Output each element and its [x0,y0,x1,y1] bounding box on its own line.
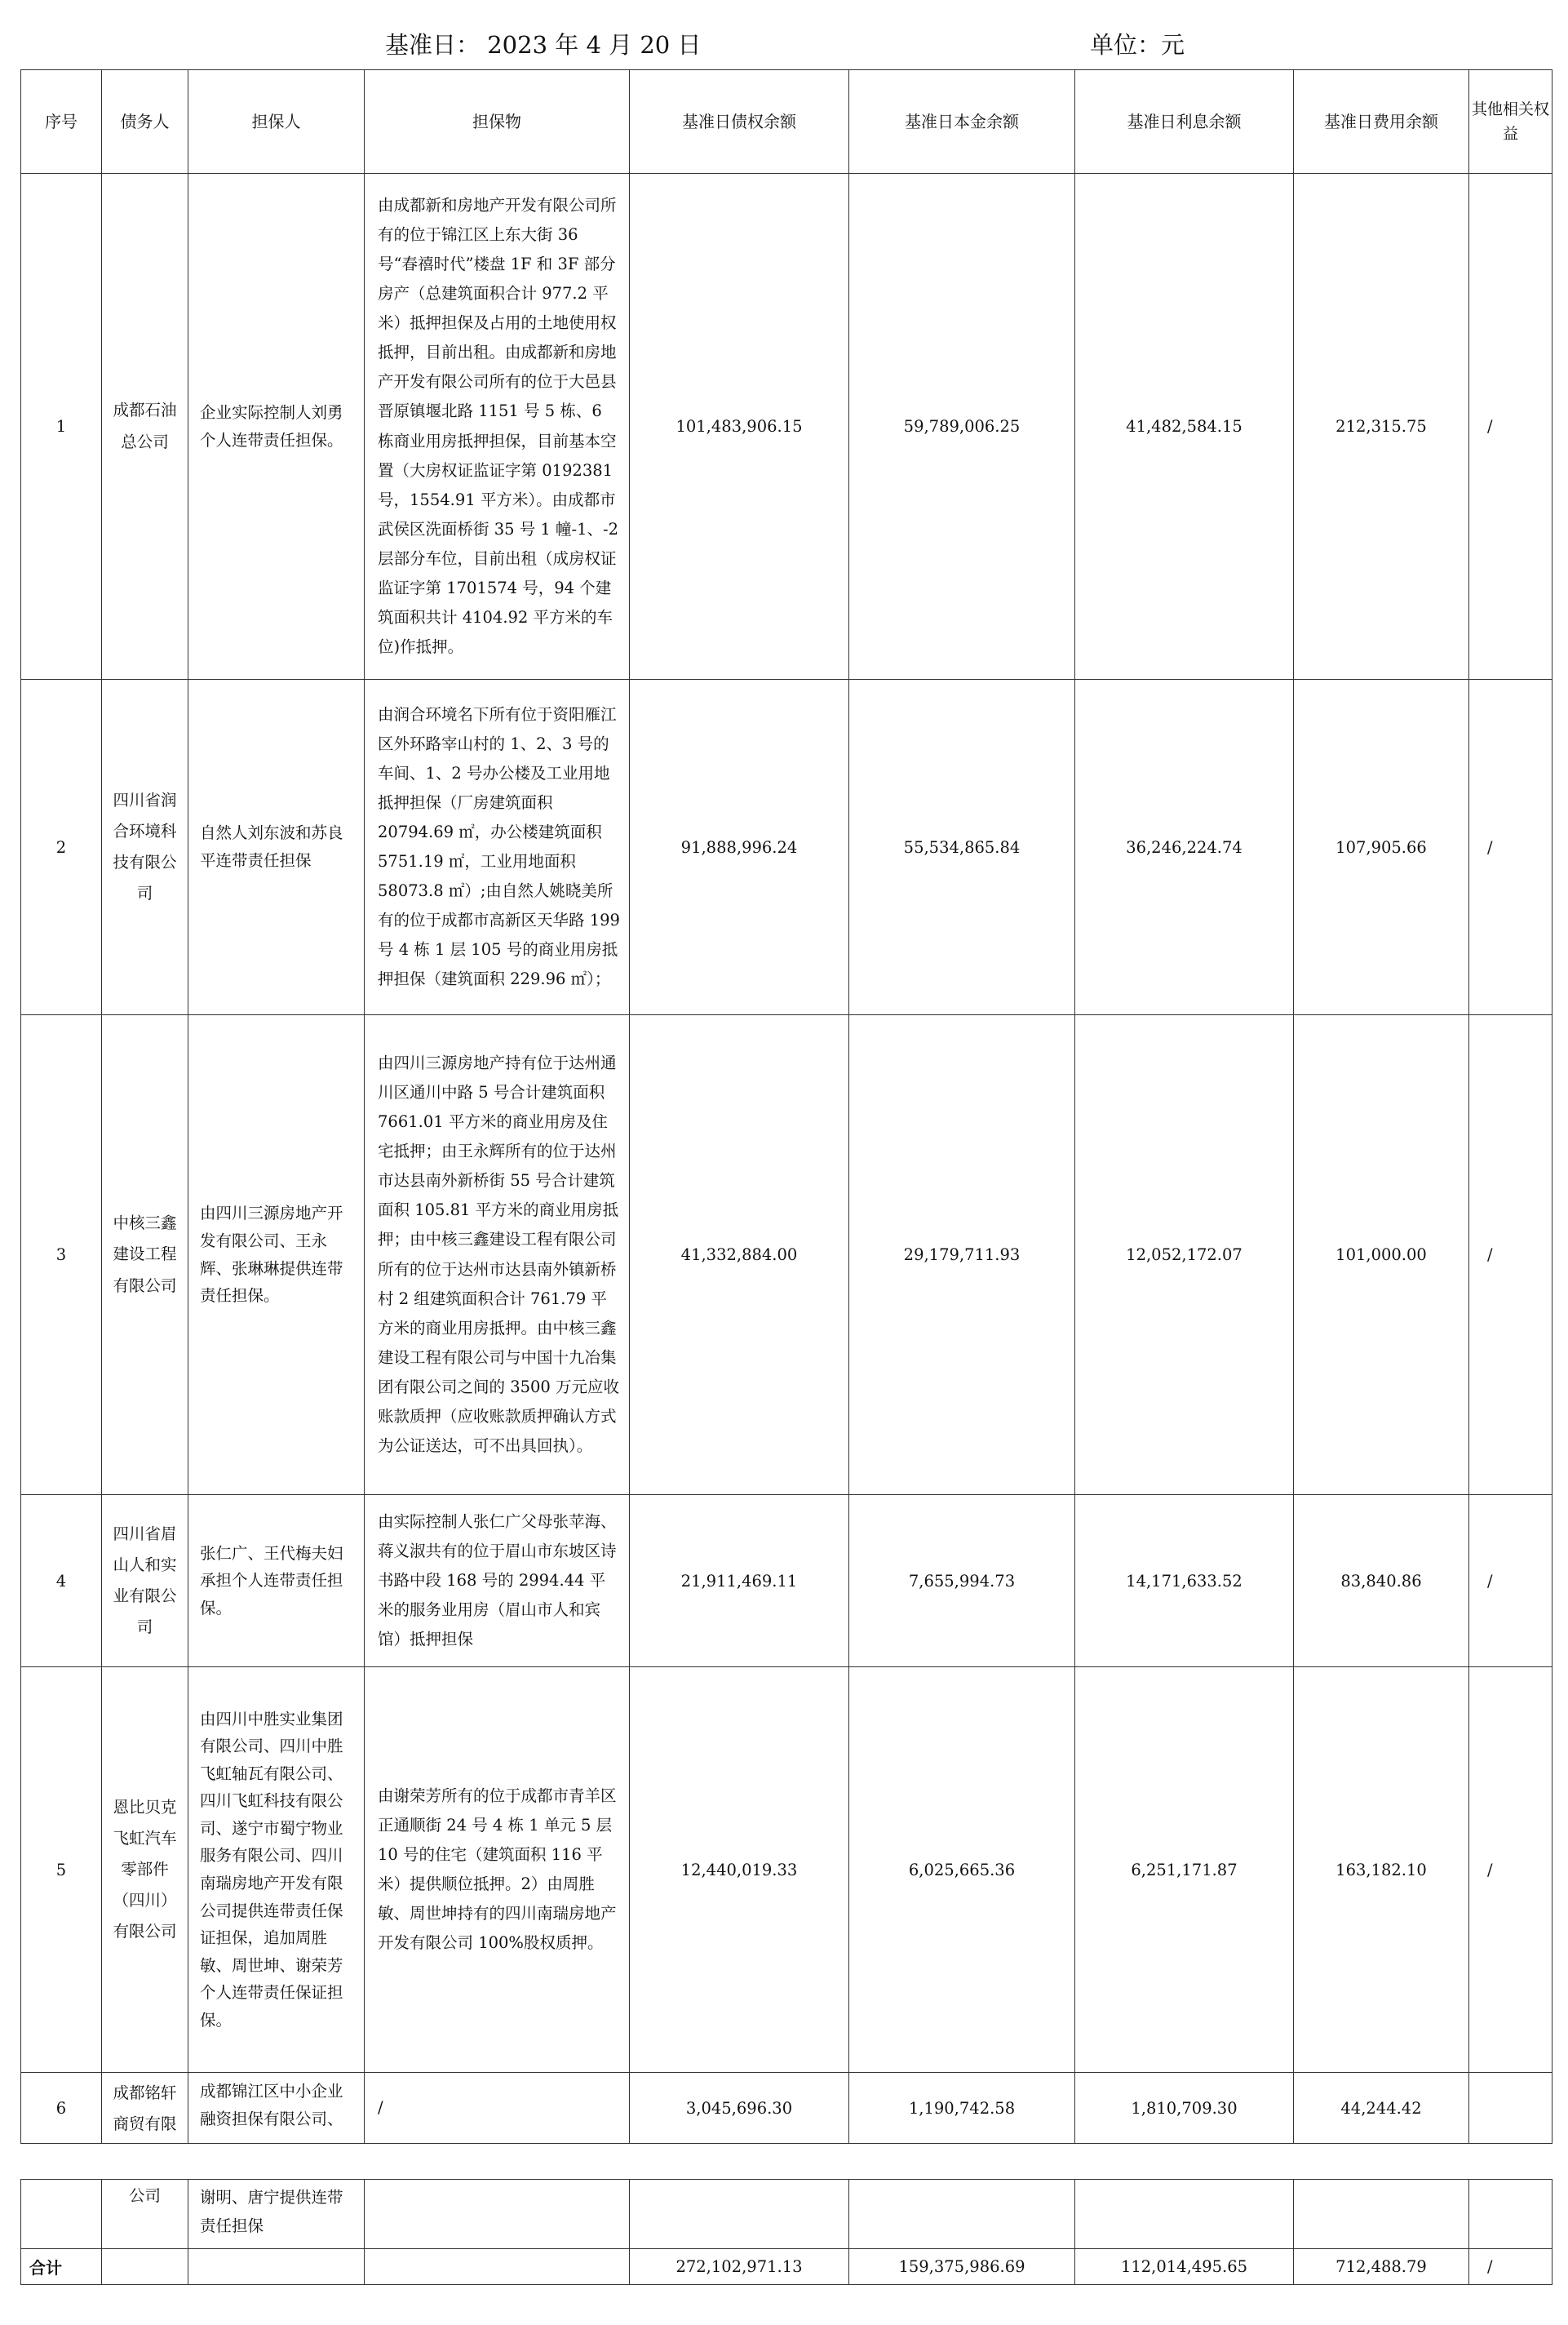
row-number: 4 [21,1495,102,1667]
claim-balance: 91,888,996.24 [630,680,849,1015]
principal-balance: 55,534,865.84 [849,680,1075,1015]
collateral-cell: 由实际控制人张仁广父母张苹海、蒋义淑共有的位于眉山市东坡区诗书路中段 168 号的 2994.44 平米的服务业用房（眉山市人和宾馆）抵押担保 [365,1495,630,1667]
debtor-cell: 四川省眉山人和实业有限公司 [102,1495,188,1667]
interest-balance: 6,251,171.87 [1075,1667,1294,2073]
other-rights: / [1469,680,1552,1015]
principal-balance: 1,190,742.58 [849,2073,1075,2144]
other-rights: / [1469,1495,1552,1667]
total-interest: 112,014,495.65 [1075,2249,1294,2285]
collateral-cell [365,2180,630,2249]
interest-balance: 36,246,224.74 [1075,680,1294,1015]
claim-balance: 41,332,884.00 [630,1015,849,1495]
interest-balance: 1,810,709.30 [1075,2073,1294,2144]
debtor-cell: 中核三鑫建设工程有限公司 [102,1015,188,1495]
table-row [21,2073,1552,2144]
guarantor-cell: 张仁广、王代梅夫妇承担个人连带责任担保。 [188,1495,365,1667]
column-header: 基准日费用余额 [1294,70,1469,174]
collateral-cell: / [365,2073,630,2144]
column-header: 担保人 [188,70,365,174]
row-number [21,2180,102,2249]
principal-balance [849,2180,1075,2249]
total-principal: 159,375,986.69 [849,2249,1075,2285]
interest-balance: 12,052,172.07 [1075,1015,1294,1495]
unit-line: 单位：元 [1090,31,1185,59]
column-header: 担保物 [365,70,630,174]
debtor-cell: 四川省润合环境科技有限公司 [102,680,188,1015]
column-header: 基准日债权余额 [630,70,849,174]
guarantor-cell: 成都锦江区中小企业融资担保有限公司、 [188,2073,365,2144]
debt-table-continued [20,2179,1552,2285]
fee-balance: 212,315.75 [1294,174,1469,680]
fee-balance: 83,840.86 [1294,1495,1469,1667]
claim-balance: 21,911,469.11 [630,1495,849,1667]
principal-balance: 29,179,711.93 [849,1015,1075,1495]
other-rights: / [1469,1667,1552,2073]
total-claim: 272,102,971.13 [630,2249,849,2285]
other-rights [1469,2073,1552,2144]
interest-balance: 41,482,584.15 [1075,174,1294,680]
interest-balance [1075,2180,1294,2249]
guarantor-cell: 自然人刘东波和苏良平连带责任担保 [188,680,365,1015]
total-row [21,2249,1552,2285]
column-header: 债务人 [102,70,188,174]
table-row [21,680,1552,1015]
principal-balance: 59,789,006.25 [849,174,1075,680]
collateral-cell: 由润合环境名下所有位于资阳雁江区外环路宰山村的 1、2、3 号的车间、1、2 号办公楼及工业用地抵押担保（厂房建筑面积 20794.69 ㎡，办公楼建筑面积 5751.19 ㎡，工业用地面积 58073.8 ㎡）;由自然人姚晓美所有的位于成都市高新区天华路 199 号 4 栋 1 层 105 号的商业用房抵押担保（建筑面积 229.96 ㎡）； [365,680,630,1015]
row-number: 2 [21,680,102,1015]
claim-balance [630,2180,849,2249]
guarantor-cell: 由四川三源房地产开发有限公司、王永辉、张琳琳提供连带责任担保。 [188,1015,365,1495]
collateral-cell: 由四川三源房地产持有位于达州通川区通川中路 5 号合计建筑面积 7661.01 平方米的商业用房及住宅抵押；由王永辉所有的位于达州市达县南外新桥街 55 号合计建筑面积 105.81 平方米的商业用房抵押；由中核三鑫建设工程有限公司所有的位于达州市达县南外镇新桥村 2 组建筑面积合计 761.79 平方米的商业用房抵押。由中核三鑫建设工程有限公司与中国十九冶集团有限公司之间的 3500 万元应收账款质押（应收账款质押确认方式为公证送达，可不出具回执）。 [365,1015,630,1495]
fee-balance: 163,182.10 [1294,1667,1469,2073]
total-label: 合计 [21,2249,102,2285]
debtor-cell: 成都石油总公司 [102,174,188,680]
claim-balance: 12,440,019.33 [630,1667,849,2073]
table-row [21,1667,1552,2073]
column-header: 序号 [21,70,102,174]
other-rights: / [1469,174,1552,680]
interest-balance: 14,171,633.52 [1075,1495,1294,1667]
guarantor-cell: 企业实际控制人刘勇个人连带责任担保。 [188,174,365,680]
other-rights: / [1469,1015,1552,1495]
debt-table [20,69,1552,2144]
principal-balance: 7,655,994.73 [849,1495,1075,1667]
guarantor-cell [188,2249,365,2285]
claim-balance: 101,483,906.15 [630,174,849,680]
table-row [21,1015,1552,1495]
fee-balance: 44,244.42 [1294,2073,1469,2144]
fee-balance [1294,2180,1469,2249]
other-rights [1469,2180,1552,2249]
table-row [21,1495,1552,1667]
debtor-cell: 公司 [102,2180,188,2249]
collateral-cell: 由成都新和房地产开发有限公司所有的位于锦江区上东大街 36 号“春禧时代”楼盘 1F 和 3F 部分房产（总建筑面积合计 977.2 平米）抵押担保及占用的土地使用权抵押，目前出租。由成都新和房地产开发有限公司所有的位于大邑县晋原镇堰北路 1151 号 5 栋、6 栋商业用房抵押担保，目前基本空置（大房权证监证字第 0192381 号，1554.91 平方米）。由成都市武侯区洗面桥街 35 号 1 幢-1、-2 层部分车位，目前出租（成房权证监证字第 1701574 号，94 个建筑面积共计 4104.92 平方米的车位)作抵押。 [365,174,630,680]
fee-balance: 101,000.00 [1294,1015,1469,1495]
principal-balance: 6,025,665.36 [849,1667,1075,2073]
debtor-cell: 恩比贝克飞虹汽车零部件（四川）有限公司 [102,1667,188,2073]
column-header: 基准日本金余额 [849,70,1075,174]
collateral-cell: 由谢荣芳所有的位于成都市青羊区正通顺街 24 号 4 栋 1 单元 5 层 10 号的住宅（建筑面积 116 平米）提供顺位抵押。2）由周胜敏、周世坤持有的四川南瑞房地产开发有限公司 100%股权质押。 [365,1667,630,2073]
collateral-cell [365,2249,630,2285]
guarantor-cell: 由四川中胜实业集团有限公司、四川中胜飞虹轴瓦有限公司、四川飞虹科技有限公司、遂宁市蜀宁物业服务有限公司、四川南瑞房地产开发有限公司提供连带责任保证担保，追加周胜敏、周世坤、谢荣芳个人连带责任保证担保。 [188,1667,365,2073]
table-row [21,174,1552,680]
column-header: 基准日利息余额 [1075,70,1294,174]
total-other-rights: / [1469,2249,1552,2285]
table-header-row [21,70,1552,174]
row-number: 6 [21,2073,102,2144]
row-number: 5 [21,1667,102,2073]
column-header: 其他相关权益 [1469,70,1552,174]
guarantor-cell: 谢明、唐宁提供连带责任担保 [188,2180,365,2249]
debtor-cell [102,2249,188,2285]
claim-balance: 3,045,696.30 [630,2073,849,2144]
total-fee: 712,488.79 [1294,2249,1469,2285]
row-number: 1 [21,174,102,680]
fee-balance: 107,905.66 [1294,680,1469,1015]
base-date-line: 基准日： 2023 年 4 月 20 日 [385,31,702,59]
table-row-continued [21,2180,1552,2249]
debtor-cell: 成都铭轩商贸有限 [102,2073,188,2144]
row-number: 3 [21,1015,102,1495]
